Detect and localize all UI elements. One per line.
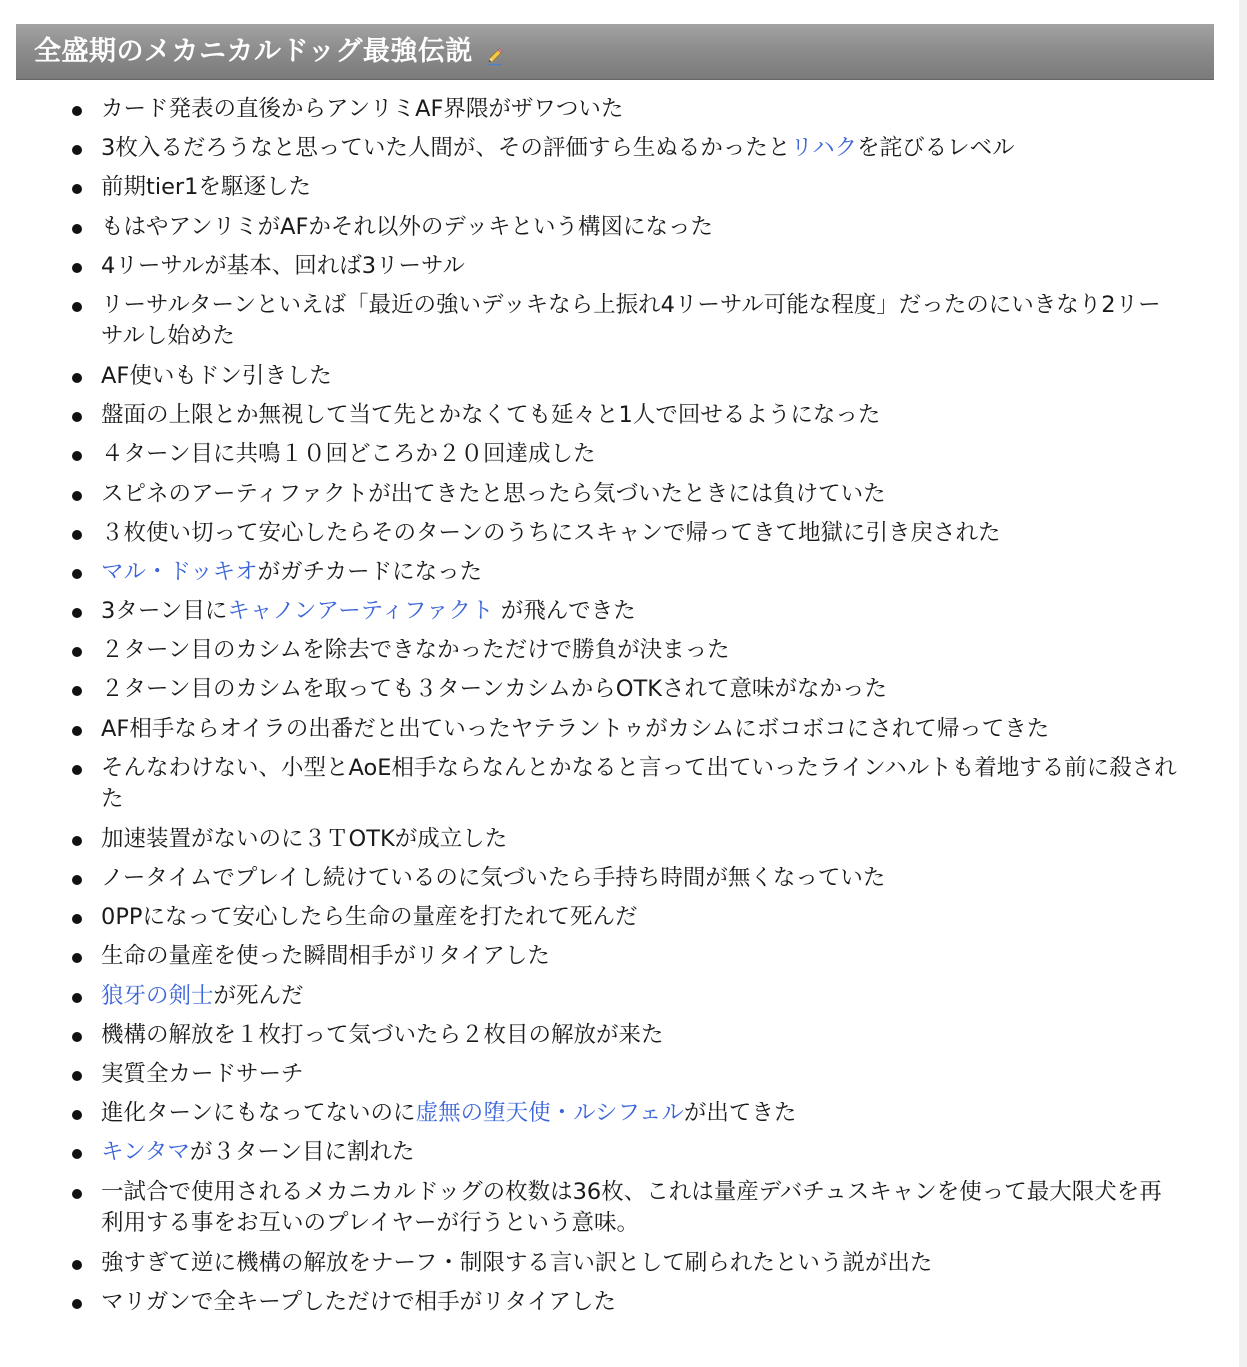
bullet-icon: [72, 1260, 82, 1270]
bullet-icon: [72, 647, 82, 657]
item-text: が３ターン目に割れた: [189, 1139, 415, 1166]
list-item: [0, 172, 1230, 203]
list-item: [0, 479, 1230, 510]
bullet-icon: [72, 530, 82, 540]
bullet-icon: [72, 914, 82, 924]
bullet-icon: [72, 1071, 82, 1081]
list-item: [0, 1137, 1230, 1168]
card-link[interactable]: リハク: [790, 135, 858, 162]
list-item: [0, 94, 1230, 125]
item-text: 4リーサルが基本、回れば3リーサル: [101, 252, 465, 279]
item-text: もはやアンリミがAFかそれ以外のデッキという構図になった: [101, 213, 713, 240]
item-text: リーサルターンといえば「最近の強いデッキなら上振れ4リーサル可能な程度」だったのにいきなり2リーサルし始めた: [101, 291, 1161, 349]
pencil-edit-icon[interactable]: [485, 47, 505, 67]
item-text: 強すぎて逆に機構の解放をナーフ・制限する言い訳として刷られたという説が出た: [101, 1249, 933, 1276]
bullet-icon: [72, 569, 82, 579]
bullet-icon: [72, 608, 82, 618]
list-item: [0, 753, 1230, 815]
list-item: [0, 863, 1230, 894]
list-item: [0, 1177, 1230, 1239]
list-item: [0, 824, 1230, 855]
bullet-icon: [72, 1110, 82, 1120]
bullet-icon: [72, 1032, 82, 1042]
list-item: [0, 1287, 1230, 1318]
bullet-icon: [72, 224, 82, 234]
bullet-icon: [72, 1299, 82, 1309]
item-text: ２ターン目のカシムを除去できなかっただけで勝負が決まった: [101, 637, 730, 664]
item-text: 一試合で使用されるメカニカルドッグの枚数は36枚、これは量産デバチュスキャンを使って最大限犬を再利用する事をお互いのプレイヤーが行うという意味。: [101, 1178, 1162, 1236]
item-text: ３枚使い切って安心したらそのターンのうちにスキャンで帰ってきて地獄に引き戻された: [101, 519, 1001, 546]
item-text: そんなわけない、小型とAoE相手ならなんとかなると言って出ていったラインハルトも着地する前に殺された: [101, 754, 1177, 812]
card-link[interactable]: マル・ドッキオ: [101, 558, 258, 585]
item-text: 機構の解放を１枚打って気づいたら２枚目の解放が来た: [101, 1021, 664, 1048]
bullet-icon: [72, 836, 82, 846]
list-item: [0, 557, 1230, 588]
item-text: が出てきた: [683, 1100, 797, 1127]
bullet-icon: [72, 263, 82, 273]
item-text: ２ターン目のカシムを取っても３ターンカシムからOTKされて意味がなかった: [101, 676, 888, 703]
list-item: [0, 635, 1230, 666]
item-text: が飛んできた: [493, 598, 636, 625]
list-item: [0, 596, 1230, 627]
item-text: マリガンで全キープしただけで相手がリタイアした: [101, 1288, 617, 1315]
bullet-icon: [72, 106, 82, 116]
card-link[interactable]: 狼牙の剣士: [101, 982, 214, 1009]
item-text: AF使いもドン引きした: [101, 362, 332, 389]
list-item: [0, 133, 1230, 164]
list-item: [0, 902, 1230, 933]
list-item: [0, 1248, 1230, 1279]
list-item: [0, 251, 1230, 282]
bullet-icon: [72, 993, 82, 1003]
card-link[interactable]: キンタマ: [101, 1139, 190, 1166]
bullet-icon: [72, 451, 82, 461]
page-right-edge: [1239, 0, 1247, 1367]
list-item: [0, 212, 1230, 243]
list-item: [0, 981, 1230, 1012]
bullet-icon: [72, 686, 82, 696]
list-item: [0, 1020, 1230, 1051]
list-item: [0, 361, 1230, 392]
item-text: がガチカードになった: [257, 558, 483, 585]
list-item: [0, 518, 1230, 549]
bullet-icon: [72, 302, 82, 312]
bullet-icon: [72, 491, 82, 501]
bullet-icon: [72, 1189, 82, 1199]
list-item: [0, 674, 1230, 705]
item-text: 生命の量産を使った瞬間相手がリタイアした: [101, 943, 550, 970]
item-text: 3ターン目に: [101, 598, 228, 625]
list-item: [0, 1059, 1230, 1090]
item-text: 加速装置がないのに３ＴOTKが成立した: [101, 825, 508, 852]
bullet-icon: [72, 373, 82, 383]
section-header: [16, 24, 1214, 80]
bullet-icon: [72, 1149, 82, 1159]
bullet-icon: [72, 875, 82, 885]
item-text: 3枚入るだろうなと思っていた人間が、その評価すら生ぬるかったと: [101, 135, 791, 162]
item-text: スピネのアーティファクトが出てきたと思ったら気づいたときには負けていた: [101, 480, 886, 507]
item-text: が死んだ: [213, 982, 304, 1009]
item-text: を詫びるレベル: [857, 135, 1015, 162]
item-text: 盤面の上限とか無視して当て先とかなくても延々と1人で回せるようになった: [101, 402, 881, 429]
item-text: ノータイムでプレイし続けているのに気づいたら手持ち時間が無くなっていた: [101, 865, 886, 891]
card-link[interactable]: キャノンアーティファクト: [227, 598, 494, 625]
list-item: [0, 941, 1230, 972]
item-text: 0PPになって安心したら生命の量産を打たれて死んだ: [101, 904, 638, 931]
item-text: ４ターン目に共鳴１０回どころか２０回達成した: [101, 441, 596, 468]
list-item: [0, 400, 1230, 431]
item-text: カード発表の直後からアンリミAF界隈がザワついた: [101, 96, 624, 122]
item-text: 進化ターンにもなってないのに: [101, 1100, 416, 1127]
bullet-icon: [72, 953, 82, 963]
bullet-icon: [72, 184, 82, 194]
bullet-icon: [72, 145, 82, 155]
item-text: 実質全カードサーチ: [101, 1060, 304, 1087]
legend-list: [0, 94, 1230, 1326]
bullet-icon: [72, 726, 82, 736]
list-item: [0, 1098, 1230, 1129]
item-text: AF相手ならオイラの出番だと出ていったヤテラントゥがカシムにボコボコにされて帰ってきた: [101, 715, 1050, 742]
section-title: 全盛期のメカニカルドッグ最強伝説: [34, 36, 473, 67]
list-item: [0, 290, 1230, 352]
list-item: [0, 439, 1230, 470]
bullet-icon: [72, 412, 82, 422]
list-item: [0, 714, 1230, 745]
card-link[interactable]: 虚無の堕天使・ルシフェル: [415, 1100, 684, 1127]
item-text: 前期tier1を駆逐した: [101, 174, 311, 201]
bullet-icon: [72, 765, 82, 775]
